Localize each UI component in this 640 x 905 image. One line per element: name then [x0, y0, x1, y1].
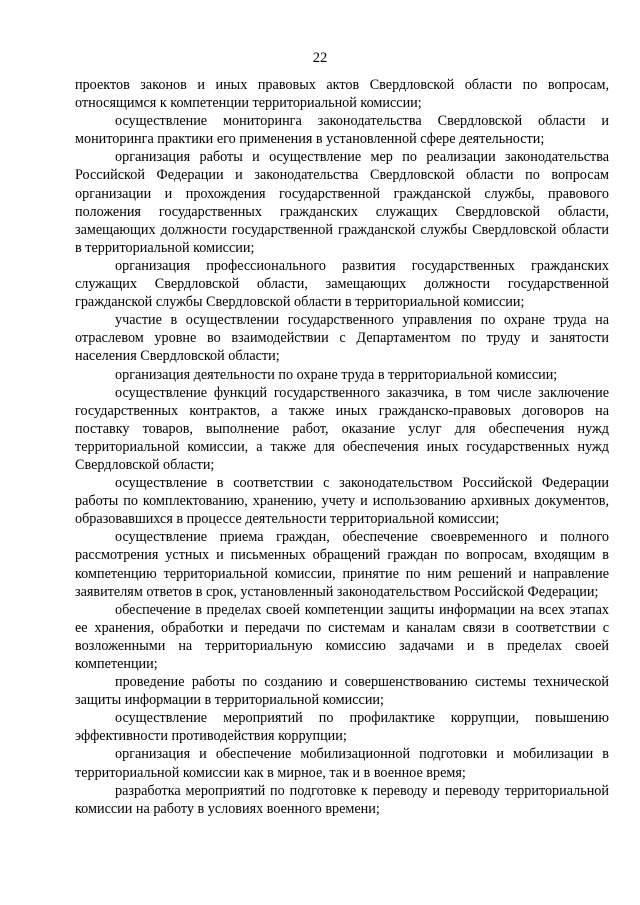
paragraph: участие в осуществлении государственного управления по охране труда на отраслевом уровне во взаимодействии с Департаментом по труду и занятости населения Свердловской области;: [75, 312, 609, 365]
body-text: [75, 76, 609, 818]
paragraph: организация работы и осуществление мер по реализации законодательства Российской Федерации и законодательства Свердловской области по вопросам организации и прохождения государственной гражданской службы, правового положения государственных гражданских служащих Свердловской области, замещающих должности государственной гражданской службы Свердловской области в территориальной комиссии;: [75, 149, 609, 256]
paragraph: организация и обеспечение мобилизационной подготовки и мобилизации в территориальной комиссии как в мирное, так и в военное время;: [75, 746, 609, 781]
paragraph: осуществление приема граждан, обеспечение своевременного и полного рассмотрения устных и письменных обращений граждан по вопросам, входящим в компетенцию территориальной комиссии, принятие по ним решений и направление заявителям ответов в срок, установленный законодательством Российской Федерации;: [75, 529, 609, 600]
paragraph: осуществление мероприятий по профилактике коррупции, повышению эффективности противодействия коррупции;: [75, 710, 609, 745]
paragraph: осуществление в соответствии с законодательством Российской Федерации работы по комплектованию, хранению, учету и использованию архивных документов, образовавшихся в процессе деятельности территориальной комиссии;: [75, 475, 609, 528]
paragraph: проектов законов и иных правовых актов Свердловской области по вопросам, относящимся к компетенции территориальной комиссии;: [75, 77, 609, 112]
paragraph: разработка мероприятий по подготовке к переводу и переводу территориальной комиссии на работу в условиях военного времени;: [75, 782, 609, 817]
paragraph: организация деятельности по охране труда в территориальной комиссии;: [115, 366, 558, 383]
paragraph: осуществление функций государственного заказчика, в том числе заключение государственных контрактов, а также иных гражданско-правовых договоров на поставку товаров, выполнение работ, оказание услуг для обеспечения нужд территориальной комиссии, а также для обеспечения иных государственных нужд Свердловской области;: [75, 384, 609, 473]
paragraph: проведение работы по созданию и совершенствованию системы технической защиты информации в территориальной комиссии;: [75, 674, 609, 709]
paragraph: осуществление мониторинга законодательства Свердловской области и мониторинга практики его применения в установленной сфере деятельности;: [75, 113, 609, 148]
page-number: 22: [312, 50, 328, 66]
paragraph: организация профессионального развития государственных гражданских служащих Свердловской области, замещающих должности государственной гражданской службы Свердловской области в территориальной комиссии;: [75, 257, 609, 311]
paragraph: обеспечение в пределах своей компетенции защиты информации на всех этапах ее хранения, обработки и передачи по системам и каналам связи в соответствии с возложенными на территориальную комиссию задачами и в пределах своей компетенции;: [75, 601, 609, 672]
